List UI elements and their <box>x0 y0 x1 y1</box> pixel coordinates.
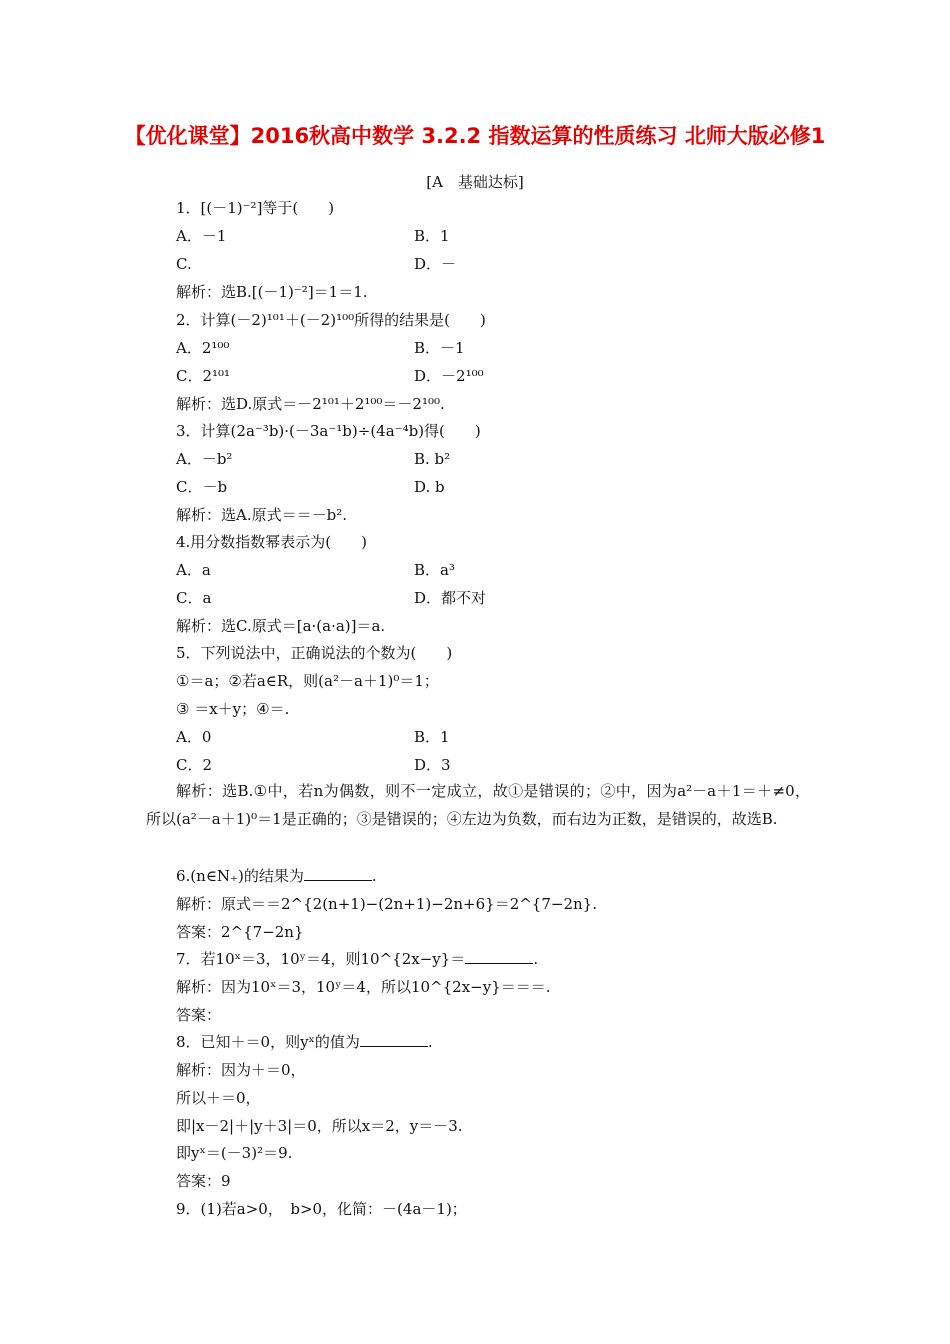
solution-5: 解析：选B.①中，若n为偶数，则不一定成立，故①是错误的；②中，因为a²－a＋1＝＋≠0，所以(a²－a＋1)⁰＝1是正确的；③是错误的；④左边为负数，而右边为正数，是错误的，故选B. <box>146 782 810 828</box>
option-a: A．－1 <box>176 227 227 245</box>
question-3: 3．计算(2a⁻³b)·(－3a⁻¹b)÷(4a⁻⁴b)得( ) <box>176 422 481 440</box>
question-8: 8．已知＋＝0，则yˣ的值为 . <box>176 1033 433 1051</box>
option-a: A．－b² <box>176 450 233 468</box>
solution-2: 解析：选D.原式＝－2¹⁰¹＋2¹⁰⁰＝－2¹⁰⁰. <box>176 395 445 413</box>
solution-8-step-4: 即yˣ＝(－3)²＝9. <box>176 1144 293 1162</box>
section-heading: [A 基础达标] <box>426 173 524 191</box>
option-c: C．2¹⁰¹ <box>176 367 231 385</box>
solution-1: 解析：选B.[(－1)⁻²]＝1＝1. <box>176 283 368 301</box>
option-b: B．1 <box>414 728 450 746</box>
solution-4: 解析：选C.原式＝[a·(a·a)]＝a. <box>176 617 386 635</box>
option-b: B．－1 <box>414 339 465 357</box>
solution-8: 解析：因为＋＝0， <box>176 1061 306 1079</box>
document-title: 【优化课堂】2016秋高中数学 3.2.2 指数运算的性质练习 北师大版必修1 <box>124 124 826 148</box>
option-a: A．0 <box>176 728 212 746</box>
option-c: C．2 <box>176 756 213 774</box>
answer-8: 答案：9 <box>176 1172 231 1190</box>
question-9: 9．(1)若a>0， b>0，化简：－(4a－1)； <box>176 1200 467 1218</box>
solution-6: 解析：原式＝＝2^{2(n+1)−(2n+1)−2n+6}＝2^{7−2n}. <box>176 895 597 913</box>
option-d: D．3 <box>414 756 451 774</box>
question-1: 1．[(－1)⁻²]等于( ) <box>176 199 335 217</box>
option-c: C．a <box>176 589 212 607</box>
answer-6: 答案：2^{7−2n} <box>176 923 304 941</box>
solution-3: 解析：选A.原式＝＝－b². <box>176 506 347 524</box>
question-6-text: 6.(n∈N₊)的结果为 <box>176 867 304 885</box>
question-6: 6.(n∈N₊)的结果为 . <box>176 867 377 885</box>
option-d: D．－ <box>414 255 457 273</box>
option-b: B．1 <box>414 227 450 245</box>
question-5-statements-2: ③ ＝x＋y；④＝. <box>176 700 290 718</box>
option-a: A．2¹⁰⁰ <box>176 339 230 357</box>
question-8-text: 8．已知＋＝0，则yˣ的值为 <box>176 1033 360 1051</box>
answer-7: 答案： <box>176 1006 222 1024</box>
option-b: B．a³ <box>414 561 455 579</box>
question-5: 5．下列说法中，正确说法的个数为( ) <box>176 644 453 662</box>
option-d: D．都不对 <box>414 589 487 607</box>
question-7-text: 7．若10ˣ＝3，10ʸ＝4，则10^{2x−y}＝ <box>176 950 466 968</box>
option-c: C．－b <box>176 478 228 496</box>
solution-8-step-2: 所以＋＝0， <box>176 1089 261 1107</box>
answer-blank <box>465 949 533 964</box>
solution-8-step-3: 即|x－2|＋|y＋3|＝0，所以x＝2，y＝－3. <box>176 1117 463 1135</box>
option-b: B. b² <box>414 450 451 468</box>
answer-blank <box>304 866 372 881</box>
option-a: A．a <box>176 561 211 579</box>
option-d: D. b <box>414 478 445 496</box>
option-d: D．－2¹⁰⁰ <box>414 367 484 385</box>
question-7: 7．若10ˣ＝3，10ʸ＝4，则10^{2x−y}＝ . <box>176 950 539 968</box>
option-c: C. <box>176 255 192 273</box>
solution-7: 解析：因为10ˣ＝3，10ʸ＝4，所以10^{2x−y}＝＝＝. <box>176 978 551 996</box>
question-2: 2．计算(－2)¹⁰¹＋(－2)¹⁰⁰所得的结果是( ) <box>176 311 486 329</box>
question-5-statements-1: ①＝a；②若a∈R，则(a²－a＋1)⁰＝1； <box>176 672 439 690</box>
question-4: 4.用分数指数幂表示为( ) <box>176 533 368 551</box>
answer-blank <box>360 1032 428 1047</box>
